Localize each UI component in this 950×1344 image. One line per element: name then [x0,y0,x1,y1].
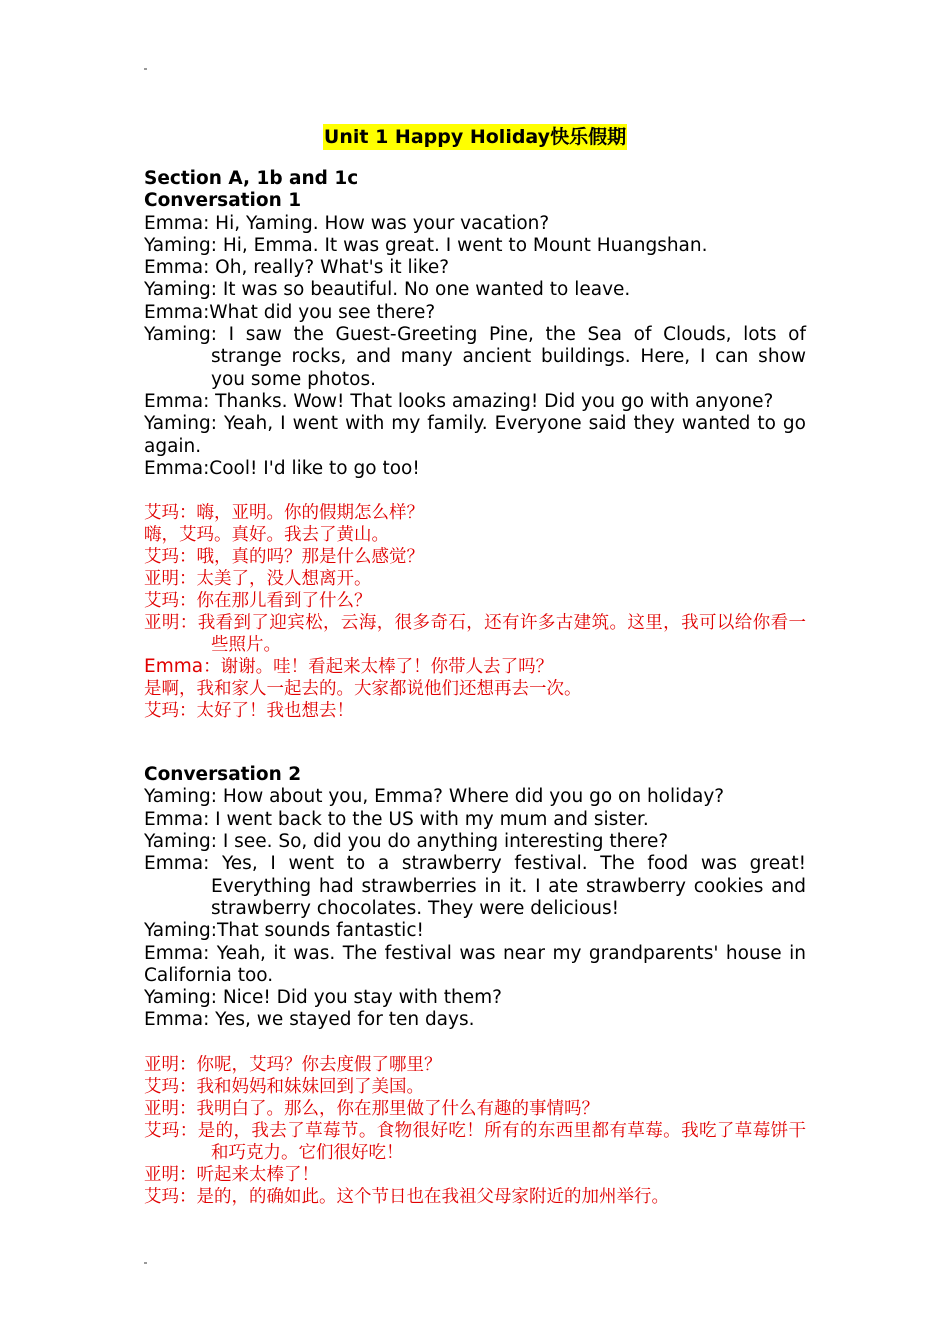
dialogue-line: Yaming: It was so beautiful. No one wanted to leave. [144,279,631,301]
translation-line: 艾玛：太好了！我也想去！ [144,701,354,722]
unit-title [323,124,627,150]
dialogue-line: Yaming: Hi, Emma. It was great. I went to Mount Huangshan. [144,234,708,256]
conversation-2-english [144,786,806,1031]
dialogue-line: Emma: Yeah, it was. The festival was near my grandparents' house in California too. [144,942,806,986]
translation-text: ：谢谢。哇！看起来太棒了！你带人去了吗？ [203,657,554,678]
conversation-2-heading: Conversation 2 [144,764,302,786]
translation-line: 艾玛：是的，我去了草莓节。食物很好吃！所有的东西里都有草莓。我吃了草莓饼干和巧克力。它们很好吃！ [144,1120,806,1163]
translation-line: 艾玛：哦，真的吗？那是什么感觉？ [144,547,424,568]
conversation-2-translation [144,1054,806,1208]
dialogue-line: Emma: Yes, I went to a strawberry festival. The food was great! Everything had strawberries in it. I ate strawberry cookies and strawberry chocolates. They were delicious! [144,853,806,919]
dialogue-line: Yaming: How about you, Emma? Where did you go on holiday? [144,786,725,808]
unit-title-chinese: 快乐假期 [550,126,627,148]
translation-line: 亚明：你呢，艾玛？你去度假了哪里？ [144,1054,442,1075]
translation-line: 嗨，艾玛。真好。我去了黄山。 [144,525,389,546]
translation-line: 艾玛：你在那儿看到了什么？ [144,591,372,612]
translation-line: 亚明：我明白了。那么，你在那里做了什么有趣的事情吗？ [144,1098,599,1119]
dialogue-line: Yaming: I see. So, did you do anything interesting there? [144,831,669,853]
translation-line: 艾玛：是的，的确如此。这个节日也在我祖父母家附近的加州举行。 [144,1186,669,1207]
dialogue-line: Emma: Thanks. Wow! That looks amazing! Did you go with anyone? [144,390,774,412]
dialogue-line: Emma:Cool! I'd like to go too! [144,457,420,479]
dialogue-line: Emma: I went back to the US with my mum and sister. [144,808,649,830]
page-marker-top [144,68,147,70]
translation-line: 亚明：太美了，没人想离开。 [144,569,372,590]
translation-line: 艾玛：嗨，亚明。你的假期怎么样？ [144,503,424,524]
document-body [144,168,806,1208]
section-heading: Section A, 1b and 1c [144,168,359,189]
conversation-1-translation [144,502,806,722]
translation-line: 是啊，我和家人一起去的。大家都说他们还想再去一次。 [144,679,582,700]
dialogue-line: Yaming: Yeah, I went with my family. Everyone said they wanted to go again. [144,413,806,457]
conversation-1-heading: Conversation 1 [144,190,302,212]
conversation-1-english [144,213,806,481]
translation-line: 亚明：我看到了迎宾松，云海，很多奇石，还有许多古建筑。这里，我可以给你看一些照片。 [144,613,806,656]
dialogue-line: Emma: Hi, Yaming. How was your vacation? [144,212,550,234]
dialogue-line: Emma: Yes, we stayed for ten days. [144,1009,475,1031]
page-marker-bottom [144,1262,147,1264]
translation-line [144,656,806,678]
dialogue-line: Emma:What did you see there? [144,301,436,323]
translation-line: 艾玛：我和妈妈和妹妹回到了美国。 [144,1076,424,1097]
unit-title-english: Unit 1 Happy Holiday [323,126,551,148]
dialogue-line: Yaming: Nice! Did you stay with them? [144,987,502,1009]
dialogue-line: Emma: Oh, really? What's it like? [144,257,450,279]
dialogue-line: Yaming:That sounds fantastic! [144,920,424,942]
title-row [0,124,950,150]
translation-speaker: Emma [144,656,204,678]
dialogue-line: Yaming: I saw the Guest-Greeting Pine, the Sea of Clouds, lots of strange rocks, and many ancient buildings. Here, I can show you some photos. [144,324,806,390]
translation-line: 亚明：听起来太棒了！ [144,1164,319,1185]
